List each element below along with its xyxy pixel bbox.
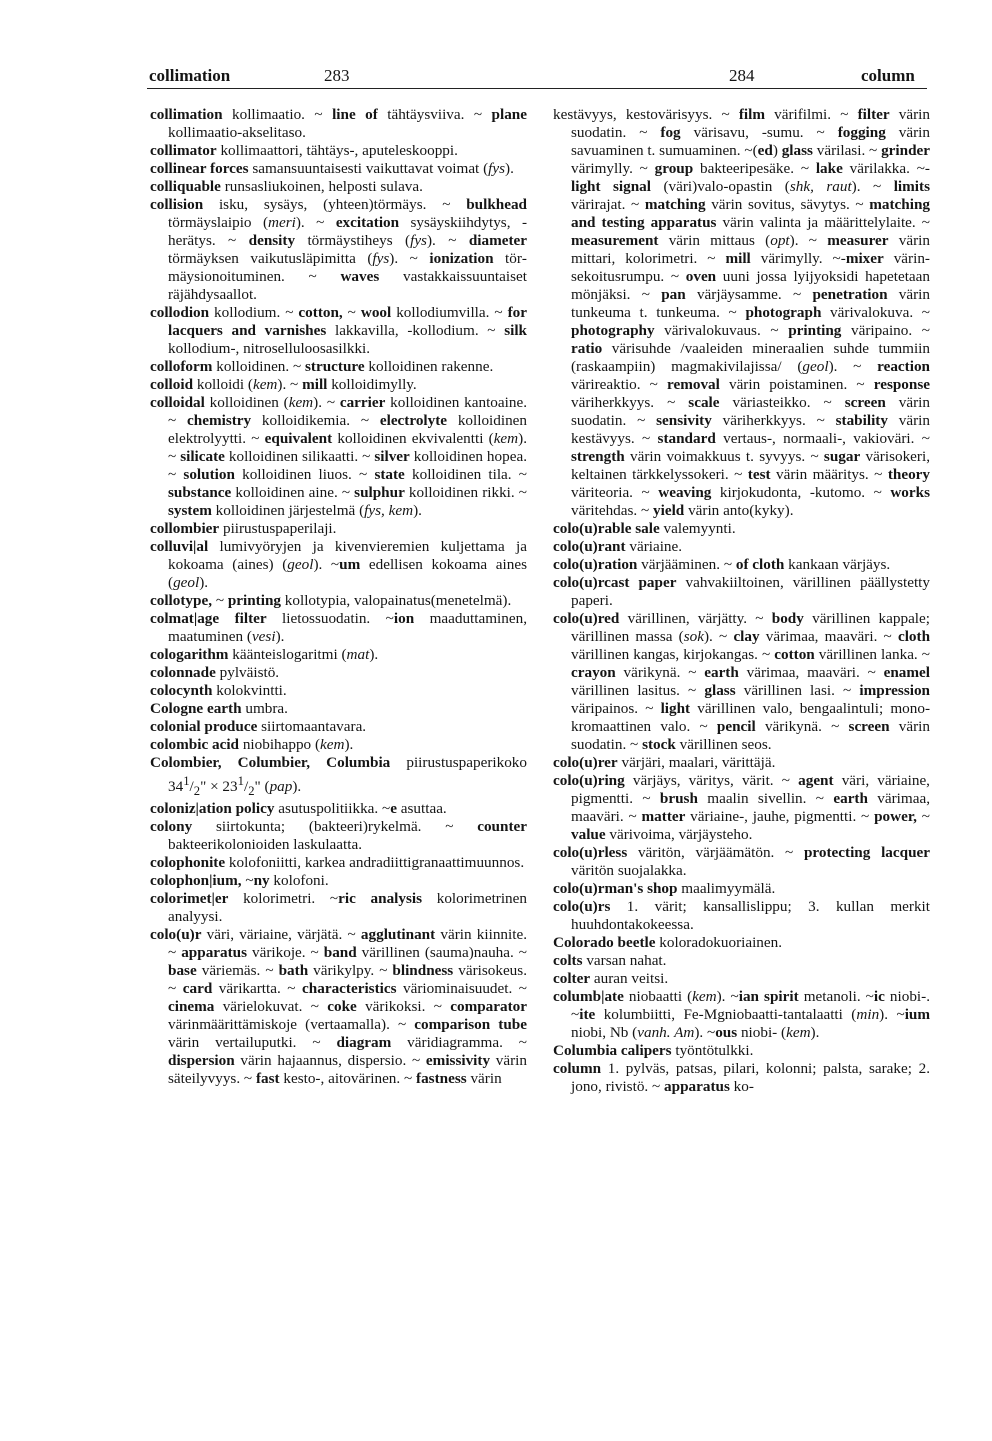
dictionary-entry: colloform kolloidinen. ~ structure kolloidinen rakenne.	[150, 358, 494, 375]
dictionary-entry: columb|ate niobaatti (kem). ~ian spirit metanoli. ~ic niobi-. ~ite kolumbiitti, Fe-Mgniobaatti-tantalaatti (min). ~ium niobi, Nb (vanh. Am). ~ous niobi- (kem).	[553, 988, 931, 1041]
page-number-right: 284	[729, 66, 755, 85]
dictionary-entry: colliquable runsasliukoinen, helposti sulava.	[150, 178, 423, 195]
dictionary-entry: colocynth kolokvintti.	[150, 682, 287, 699]
dictionary-entry: colo(u)ring värjäys, väritys, värit. ~ agent väri, väriaine, pigmentti. ~ brush maalin sivellin. ~ earth värimaa, maaväri. ~ matter väriaine-, jauhe, pigmentti. ~ power, ~ value värivoima, värjäysteho.	[553, 772, 931, 843]
dictionary-entry: collotype, ~ printing kollotypia, valopainatus(menetelmä).	[150, 592, 512, 609]
dictionary-entry: colts varsan nahat.	[553, 952, 667, 969]
dictionary-entry: colophon|ium, ~ny kolofoni.	[150, 872, 329, 890]
dictionary-entry: colophonite kolofoniitti, karkea andradiittigranaattimuunnos.	[150, 854, 525, 872]
running-head-right-word: column	[861, 66, 915, 85]
dictionary-entry: colony siirtokunta; (bakteeri)rykelmä. ~ counter bakteerikolonioiden laskulaatta.	[150, 818, 527, 854]
dictionary-entry: colo(u)rer värjäri, maalari, värittäjä.	[553, 754, 776, 771]
page-number-left: 283	[324, 66, 350, 85]
dictionary-entry: colo(u)red värillinen, värjätty. ~ body värillinen kappale; värillinen massa (sok). ~ clay värimaa, maaväri. ~ cloth värillinen kangas, kirjokangas. ~ cotton värillinen lanka. ~ crayon värikynä. ~ earth värimaa, maaväri. ~ enamel värillinen lasitus. ~ glass värillinen lasi. ~ impression väripainos. ~ light värillinen valo, bengaalintuli; monokromaattinen valo. ~ pencil värikynä. ~ screen värin suodatin. ~ stock värillinen seos.	[553, 610, 931, 753]
dictionary-entry: Colombier, Columbier, Columbia piirustuspaperikoko $34^1/_2$" × $23^1/_2$" (pap).	[150, 754, 527, 799]
dictionary-entry: column 1. pylväs, patsas, pilari, kolonni; palsta, sarake; 2. jono, rivistö. ~ apparatus ko-	[553, 1060, 930, 1095]
dictionary-entry: collimator kollimaattori, tähtäys-, aputeleskooppi.	[150, 142, 458, 159]
dictionary-entry: collodion kollodium. ~ cotton, ~ wool kollodiumvilla. ~ for lacquers and varnishes lakkavilla, -kollodium. ~ silk kollodium-, nitroselluloosasilkki.	[150, 304, 527, 357]
dictionary-entry: colluvi|al lumivyöryjen ja kivenvieremien kuljettama ja kokoama (aines) (geol). ~um edellisen kokoama aines (geol).	[150, 538, 527, 591]
running-head-left-word: collimation	[149, 66, 231, 85]
dictionary-entry: colorimet|er kolorimetri. ~ric analysis kolorimetrinen analyysi.	[150, 890, 527, 926]
dictionary-entry: colo(u)rless väritön, värjäämätön. ~ protecting lacquer väritön suojalakka.	[553, 844, 930, 879]
dictionary-entry: colo(u)rant väriaine.	[553, 538, 683, 555]
dictionary-entry: cologarithm käänteislogaritmi (mat).	[150, 646, 379, 663]
right-column	[553, 106, 930, 1096]
dictionary-entry: colo(u)rable sale valemyynti.	[553, 520, 736, 537]
dictionary-entry: coloniz|ation policy asutuspolitiikka. ~e asuttaa.	[150, 800, 447, 818]
dictionary-entry: colo(u)rman's shop maalimyymälä.	[553, 880, 776, 897]
dictionary-entry: colo(u)ration värjääminen. ~ of cloth kankaan värjäys.	[553, 556, 891, 573]
dictionary-entry: Colorado beetle koloradokuoriainen.	[553, 934, 783, 951]
dictionary-entry: Cologne earth umbra.	[150, 700, 288, 717]
dictionary-entry: colo(u)rcast paper vahvakiiltoinen, värillinen päällystetty paperi.	[553, 574, 930, 609]
dictionary-entry: kestävyys, kestovärisyys. ~ film värifilmi. ~ filter värin suodatin. ~ fog värisavu, -sumu. ~ fogging värin savuaminen t. sumuaminen. ~(ed) glass värilasi. ~ grinder värimylly. ~ group bakteeripesäke. ~ lake värilakka. ~-light signal (väri)valo-opastin (shk, raut). ~ limits värirajat. ~ matching värin sovitus, sävytys. ~ matching and testing apparatus värin valinta ja määrittelylaite. ~ measurement värin mittaus (opt). ~ measurer värin mittari, kolorimetri. ~ mill värimylly. ~-mixer värinsekoitusrumpu. ~ oven uuni jossa lyijyoksidi hapetetaan mönjäksi. ~ pan värjäysamme. ~ penetration värin tunkeuma t. tunkeuma. ~ photograph värivalokuva. ~ photography värivalokuvaus. ~ printing väripaino. ~ ratio värisuhde /vaaleiden mineraalien suhde tummiin (raskaampiin) magmakivilajissa/ (geol). ~ reaction värireaktio. ~ removal värin poistaminen. ~ response väriherkkyys. ~ scale väriasteikko. ~ screen värin suodatin. ~ sensivity väriherkkyys. ~ stability värin kestävyys. ~ standard vertaus-, normaali-, vakioväri. ~ strength värin voimakkuus t. syvyys. ~ sugar värisokeri, keltainen tärkkelyssokeri. ~ test värin määritys. ~ theory väriteoria. ~ weaving kirjokudonta, -kutomo. ~ works väritehdas. ~ yield värin anto(kyky).	[553, 106, 931, 519]
dictionary-entry: colloidal kolloidinen (kem). ~ carrier kolloidinen kantoaine. ~ chemistry kolloidikemia. ~ electrolyte kolloidinen elektrolyytti. ~ equivalent kolloidinen ekvivalentti (kem). ~ silicate kolloidinen silikaatti. ~ silver kolloidinen hopea. ~ solution kolloidinen liuos. ~ state kolloidinen tila. ~ substance kolloidinen aine. ~ sulphur kolloidinen rikki. ~ system kolloidinen järjestelmä (fys, kem).	[150, 394, 527, 519]
dictionary-entry: colombic acid niobihappo (kem).	[150, 736, 354, 753]
dictionary-entry: colonnade pylväistö.	[150, 664, 280, 681]
dictionary-entry: collinear forces samansuuntaisesti vaikuttavat voimat (fys).	[150, 160, 514, 177]
left-column	[150, 106, 527, 1088]
dictionary-entry: collision isku, sysäys, (yhteen)törmäys. ~ bulkhead törmäyslaipio (meri). ~ excitation sysäyskiihdytys, -herätys. ~ density törmäystiheys (fys). ~ diameter törmäyksen vaikutusläpimitta (fys). ~ ionization törmäysionoituminen. ~ waves vastakkaissuuntaiset räjähdysaallot.	[150, 196, 528, 303]
dictionary-entry: colo(u)rs 1. värit; kansallislippu; 3. kullan merkit huuhdontakokeessa.	[553, 898, 930, 933]
dictionary-entry: collimation kollimaatio. ~ line of tähtäysviiva. ~ plane kollimaatio-akselitaso.	[150, 106, 527, 141]
dictionary-entry: collombier piirustuspaperilaji.	[150, 520, 337, 537]
header-rule	[147, 88, 927, 89]
dictionary-entry: colmat|age filter lietossuodatin. ~ion maaduttaminen, maatuminen (vesi).	[150, 610, 527, 645]
dictionary-entry: colter auran veitsi.	[553, 970, 669, 987]
dictionary-entry: Columbia calipers työntötulkki.	[553, 1042, 754, 1059]
dictionary-entry: colonial produce siirtomaantavara.	[150, 718, 367, 735]
dictionary-entry: colo(u)r väri, väriaine, värjätä. ~ agglutinant värin kiinnite. ~ apparatus värikoje. ~ band värillinen (sauma)nauha. ~ base väriemäs. ~ bath värikylpy. ~ blindness värisokeus. ~ card värikartta. ~ characteristics väriominaisuudet. ~ cinema värielokuvat. ~ coke värikoksi. ~ comparator värinmäärittämiskoje (vertaamalla). ~ comparison tube värin vertailuputki. ~ diagram väridiagramma. ~ dispersion värin hajaannus, dispersio. ~ emissivity värin säteilyvyys. ~ fast kesto-, aitovärinen. ~ fastness värin	[150, 926, 528, 1088]
dictionary-entry: colloid kolloidi (kem). ~ mill kolloidimylly.	[150, 376, 417, 393]
